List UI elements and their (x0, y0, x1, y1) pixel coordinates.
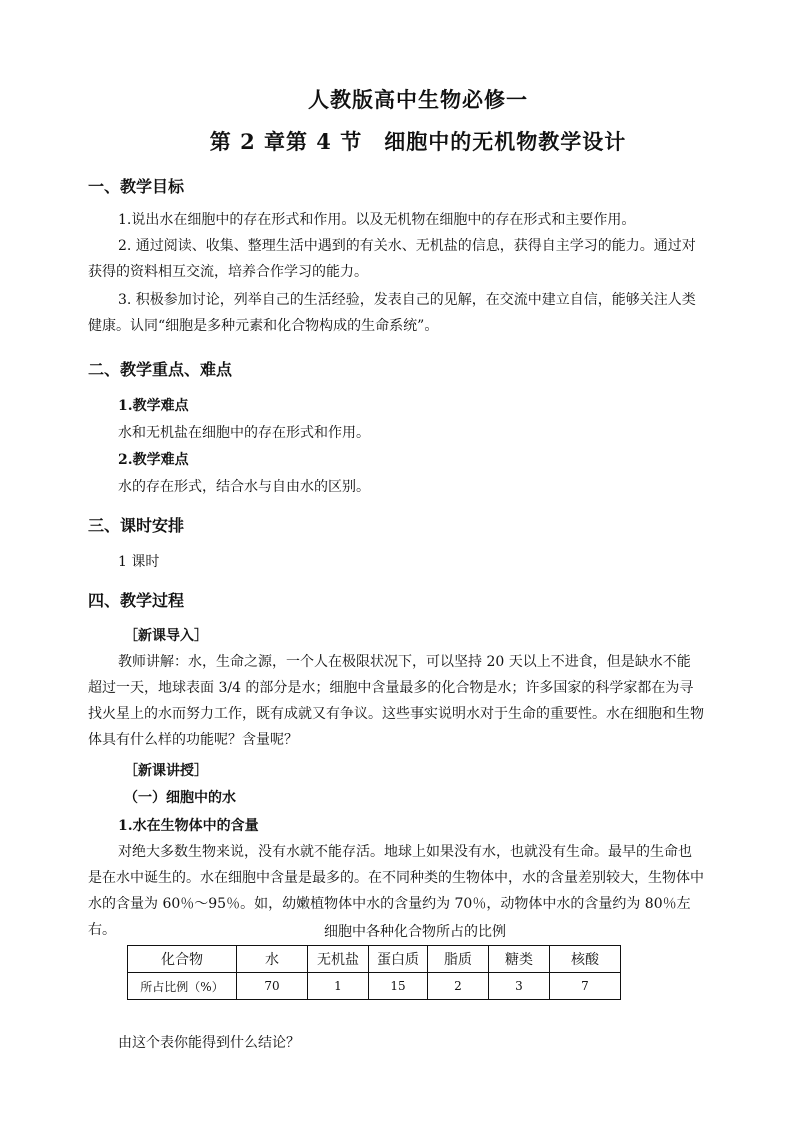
new-lesson-intro-label: ［新课导入］ (124, 628, 208, 644)
section4-heading: 四、教学过程 (88, 591, 185, 610)
key-point-text-1: 水和无机盐在细胞中的存在形式和作用。 (118, 425, 370, 441)
water-content-subheading: 1.水在生物体中的含量 (118, 818, 259, 834)
table-row (128, 973, 621, 1000)
document-subtitle: 第 2 章第 4 节 细胞中的无机物教学设计 (209, 129, 627, 154)
key-point-label-2: 2.教学难点 (118, 452, 189, 468)
objective-item-3: 3. 积极参加讨论，列举自己的生活经验，发表自己的见解，在交流中建立自信，能够关注人类健康。认同“细胞是多种元素和化合物构成的生命系统”。 (88, 292, 696, 334)
table-cell: 3 (489, 973, 550, 1000)
table-header-cell: 水 (237, 946, 308, 973)
part1-label: （一）细胞中的水 (124, 790, 236, 806)
compound-ratio-table (127, 945, 621, 1000)
class-hours-text: 1 课时 (118, 554, 160, 570)
table-cell: 所占比例（%） (128, 973, 237, 1000)
table-cell: 7 (550, 973, 621, 1000)
section3-heading: 三、课时安排 (88, 516, 185, 535)
table-header-cell: 无机盐 (308, 946, 369, 973)
section2-heading: 二、教学重点、难点 (88, 360, 233, 379)
water-content-paragraph: 对绝大多数生物来说，没有水就不能存活。地球上如果没有水，也就没有生命。最早的生命也是在水中诞生的。水在细胞中含量是最多的。在不同种类的生物体中，水的含量差别较大，生物体中水的含量为 60％～95％。如，幼嫩植物体中水的含量约为 70％，动物体中水的含量约为 80％左右。 (88, 844, 704, 938)
key-point-text-2: 水的存在形式，结合水与自由水的区别。 (118, 479, 370, 495)
table-cell: 2 (428, 973, 489, 1000)
table-cell: 15 (369, 973, 428, 1000)
new-lesson-lecture-label: ［新课讲授］ (124, 763, 208, 779)
objective-item-2: 2. 通过阅读、收集、整理生活中遇到的有关水、无机盐的信息，获得自主学习的能力。通过对获得的资料相互交流，培养合作学习的能力。 (88, 238, 696, 280)
key-point-label-1: 1.教学难点 (118, 398, 189, 414)
table-header-cell: 糖类 (489, 946, 550, 973)
document-title: 人教版高中生物必修一 (308, 87, 528, 112)
table-question: 由这个表你能得到什么结论？ (118, 1035, 300, 1051)
table-cell: 70 (237, 973, 308, 1000)
objective-item-1: 1.说出水在细胞中的存在形式和作用。以及无机物在细胞中的存在形式和主要作用。 (118, 212, 636, 228)
section1-heading: 一、教学目标 (88, 177, 185, 196)
intro-paragraph: 教师讲解：水，生命之源，一个人在极限状况下，可以坚持 20 天以上不进食，但是缺水不能超过一天，地球表面 3/4 的部分是水；细胞中含量最多的化合物是水；许多国家的科学家都在为寻找火星上的水而努力工作，既有成就又有争议。这些事实说明水对于生命的重要性。水在细胞和生物体具有什么样的功能呢？含量呢？ (88, 654, 704, 748)
table-header-cell: 化合物 (128, 946, 237, 973)
table-header-cell: 核酸 (550, 946, 621, 973)
table-caption: 细胞中各种化合物所占的比例 (324, 924, 506, 940)
table-header-cell: 脂质 (428, 946, 489, 973)
table-header-row (128, 946, 621, 973)
table-header-cell: 蛋白质 (369, 946, 428, 973)
table-cell: 1 (308, 973, 369, 1000)
